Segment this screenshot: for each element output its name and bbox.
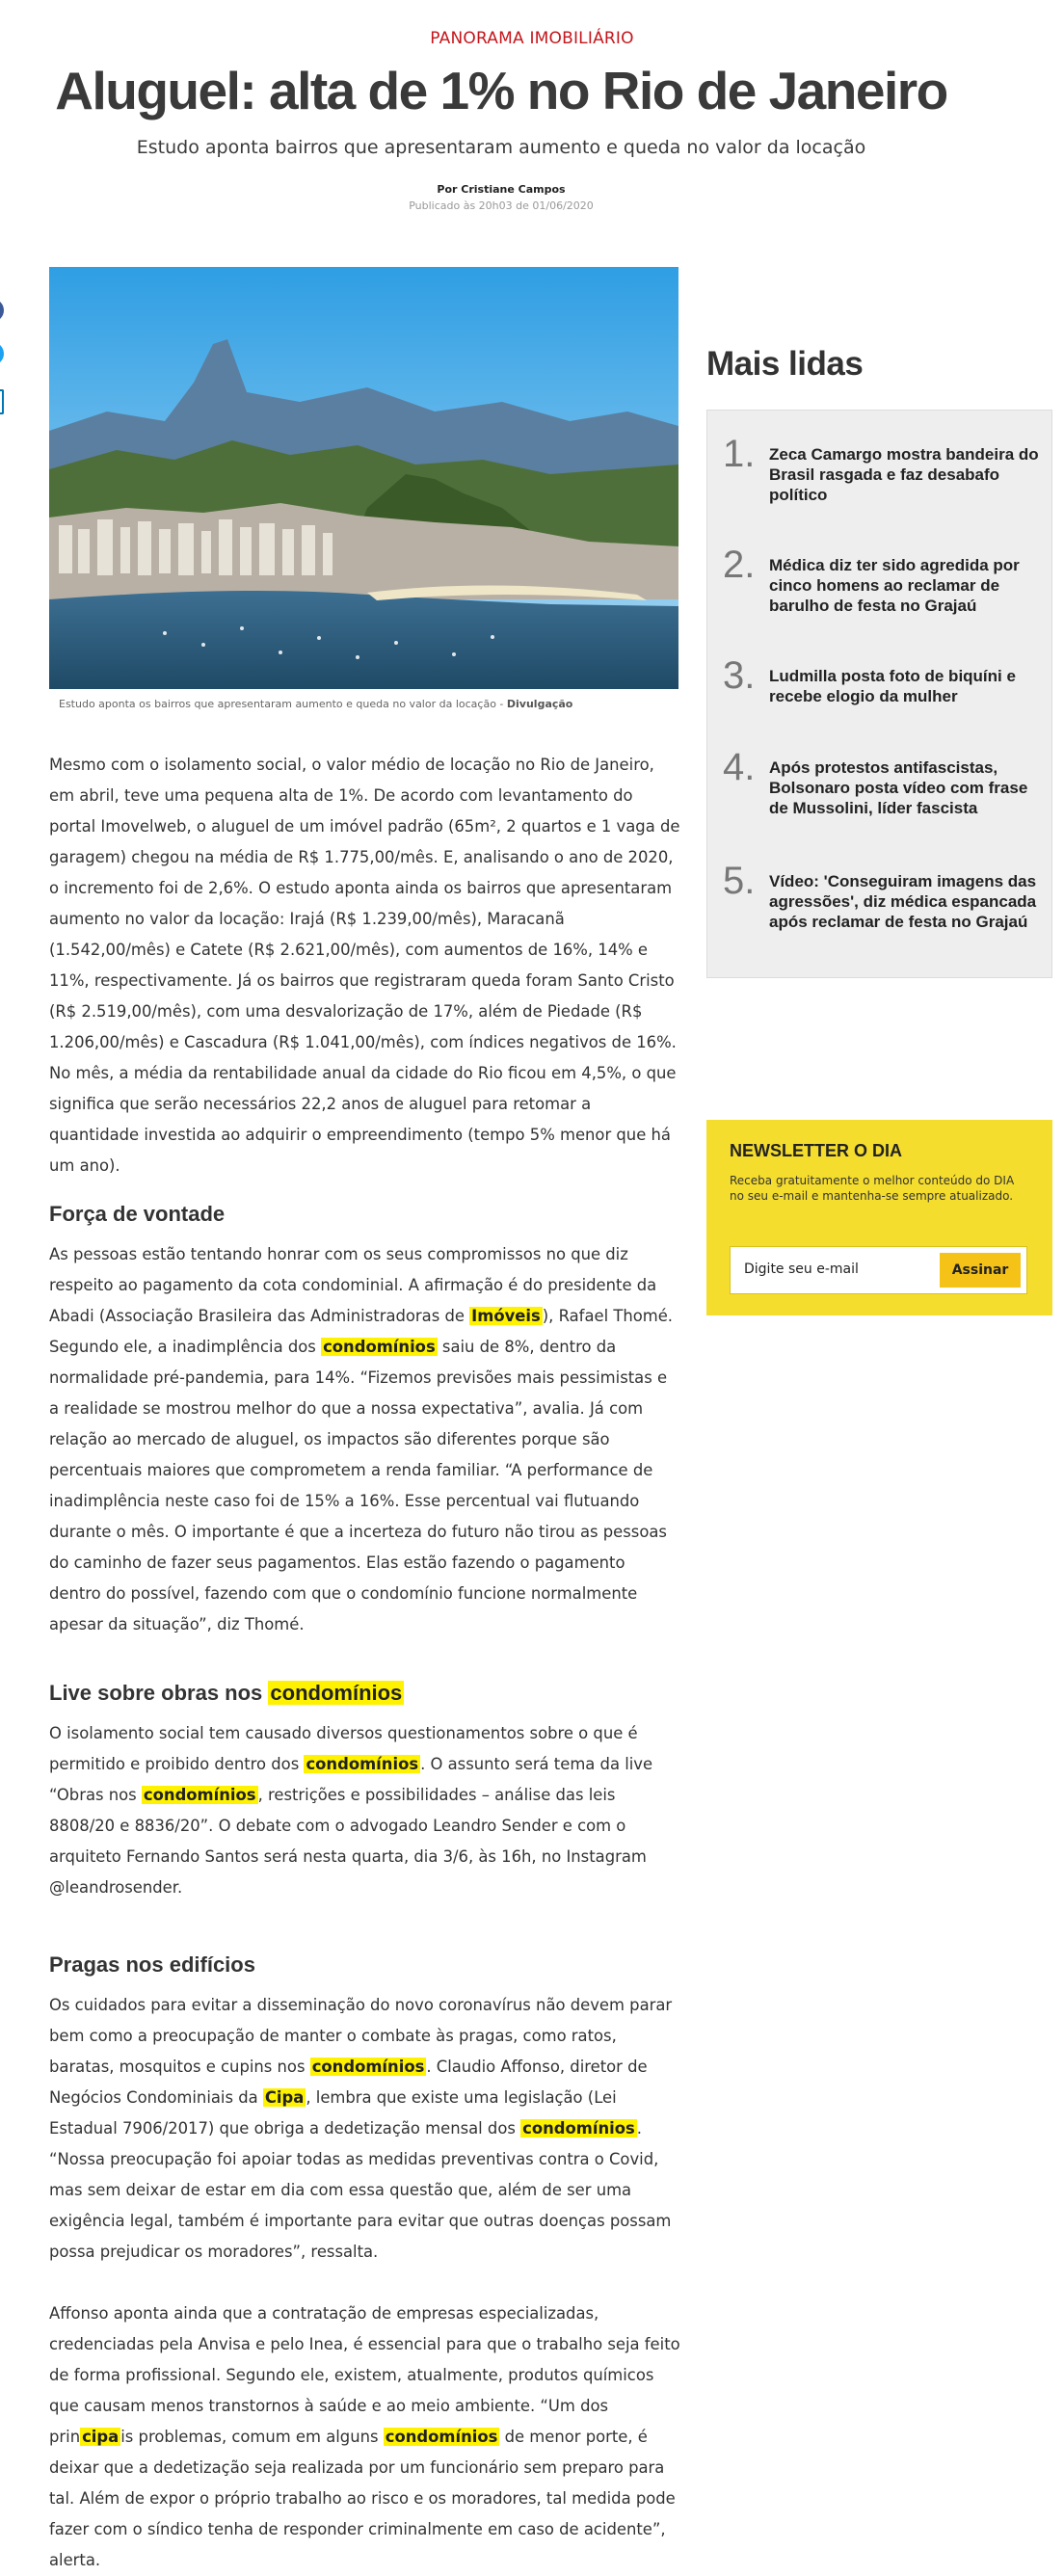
rank-number: 3. bbox=[723, 654, 756, 697]
highlight-link[interactable]: condomínios bbox=[385, 2428, 498, 2446]
highlight-link[interactable]: condomínios bbox=[270, 1681, 403, 1705]
subscribe-button[interactable]: Assinar bbox=[940, 1253, 1021, 1288]
highlight-link[interactable]: condomínios bbox=[143, 1786, 256, 1804]
subheading-pragas: Pragas nos edifícios bbox=[49, 1952, 255, 1977]
headline-link[interactable]: Ludmilla posta foto de biquíni e recebe elogio da mulher bbox=[769, 667, 1016, 705]
highlight-link[interactable]: condomínios bbox=[311, 2058, 425, 2076]
rank-number: 5. bbox=[723, 860, 756, 902]
linkedin-icon[interactable] bbox=[0, 389, 4, 414]
rank-number: 2. bbox=[723, 544, 756, 586]
paragraph-2: As pessoas estão tentando honrar com os seus compromissos no que diz respeito ao pagamento da cota condominial. A afirmação é do presidente da Abadi (Associação Brasileira das Administradoras de Imóveis ), Rafael Thomé. Segundo ele, a inadimplência dos condomínios saiu de 8%, dentro da normalidade pré-pandemia, para 14%. “Fizemos previsões mais pessimistas e a realidade se mostrou melhor do que a nossa expectativa”, avalia. Já com relação ao mercado de aluguel, os impactos são diferentes porque são percentuais maiores que comprometem a renda familiar. “A performance de inadimplência neste caso foi de 15% a 16%. Esse percentual vai flutuando durante o mês. O importante é que a incerteza do futuro não tirou as pessoas do caminho de fazer seus pagamentos. Elas estão fazendo o pagamento dentro do possível, fazendo com que o condomínio funcione normalmente apesar da situação”, diz Thomé. bbox=[49, 1245, 674, 1633]
rank-number: 1. bbox=[723, 433, 756, 475]
author-byline: Por Cristiane Campos bbox=[437, 183, 566, 196]
image-credit: Divulgação bbox=[506, 698, 573, 710]
headline-link[interactable]: Médica diz ter sido agredida por cinco homens ao reclamar de barulho de festa no Grajaú bbox=[769, 556, 1020, 615]
newsletter-description: Receba gratuitamente o melhor conteúdo do DIA no seu e-mail e mantenha-se sempre atualizado. bbox=[730, 1174, 1015, 1203]
subheading-live-obras: Live sobre obras nos condomínios bbox=[49, 1681, 403, 1705]
highlight-link[interactable]: Cipa bbox=[264, 2088, 305, 2107]
highlight-link[interactable]: condomínios bbox=[306, 1755, 419, 1773]
headline-link[interactable]: Após protestos antifascistas, Bolsonaro posta vídeo com frase de Mussolini, líder fascista bbox=[769, 758, 1028, 817]
headline-link[interactable]: Zeca Camargo mostra bandeira do Brasil rasgada e faz desabafo político bbox=[769, 445, 1039, 504]
section-kicker[interactable]: PANORAMA IMOBILIÁRIO bbox=[430, 29, 634, 48]
page-title: Aluguel: alta de 1% no Rio de Janeiro bbox=[55, 61, 947, 120]
page-subtitle: Estudo aponta bairros que apresentaram aumento e queda no valor da locação bbox=[136, 137, 866, 158]
hero-image bbox=[49, 267, 678, 689]
publish-date: Publicado às 20h03 de 01/06/2020 bbox=[409, 199, 594, 212]
headline-link[interactable]: Vídeo: 'Conseguiram imagens das agressões', diz médica espancada após reclamar de festa no Grajaú bbox=[769, 872, 1037, 931]
twitter-icon[interactable] bbox=[0, 342, 4, 365]
paragraph-4: Os cuidados para evitar a disseminação do novo coronavírus não devem parar bem como a preocupação de manter o combate às pragas, como ratos, baratas, mosquitos e cupins nos condomínios . Claudio Affonso, diretor de Negócios Condominiais da Cipa , lembra que existe uma legislação (Lei Estadual 7906/2017) que obriga a dedetização mensal dos condomínios . “Nossa preocupação foi apoiar todas as medidas preventivas contra o Covid, mas sem deixar de estar em dia com essa questão que, além de ser uma exigência legal, também é importante para evitar que outras doenças possam possa prejudicar os moradores”, ressalta. bbox=[49, 1996, 673, 2261]
mais-lidas-list bbox=[706, 410, 1052, 978]
subheading-forca-de-vontade: Força de vontade bbox=[49, 1202, 226, 1226]
newsletter-title: NEWSLETTER O DIA bbox=[730, 1141, 902, 1160]
rank-number: 4. bbox=[723, 746, 756, 788]
highlight-link[interactable]: condomínios bbox=[522, 2119, 635, 2138]
highlight-link[interactable]: condomínios bbox=[323, 1338, 436, 1356]
image-caption: Estudo aponta os bairros que apresentaram aumento e queda no valor da locação - Divulgação bbox=[59, 698, 573, 710]
highlight-link[interactable]: cipa bbox=[82, 2428, 120, 2446]
newsletter-form bbox=[730, 1246, 1027, 1294]
newsletter-box bbox=[706, 1120, 1052, 1315]
highlight-link[interactable]: Imóveis bbox=[471, 1307, 541, 1325]
mais-lidas-title: Mais lidas bbox=[706, 345, 864, 383]
paragraph-3: O isolamento social tem causado diversos questionamentos sobre o que é permitido e proibido dentro dos condomínios . O assunto será tema da live “Obras nos condomínios , restrições e possibilidades – análise das leis 8808/20 e 8836/20”. O debate com o advogado Leandro Sender e com o arquiteto Fernando Santos será nesta quarta, dia 3/6, às 16h, no Instagram @leandrosender. bbox=[49, 1724, 653, 1897]
rio-landscape-image bbox=[49, 267, 678, 689]
article-body bbox=[49, 750, 680, 1182]
facebook-icon[interactable] bbox=[0, 299, 4, 322]
paragraph-1: Mesmo com o isolamento social, o valor médio de locação no Rio de Janeiro, em abril, teve uma pequena alta de 1%. De acordo com levantamento do portal Imovelweb, o aluguel de um imóvel padrão (65m², 2 quartos e 1 vaga de garagem) chegou na média de R$ 1.775,00/mês. E, analisando o ano de 2020, o incremento foi de 2,6%. O estudo aponta ainda os bairros que apresentaram aumento no valor da locação: Irajá (R$ 1.239,00/mês), Maracanã (1.542,00/mês) e Catete (R$ 2.621,00/mês), com aumentos de 16%, 14% e 11%, respectivamente. Já os bairros que registraram queda foram Santo Cristo (R$ 2.519,00/mês), com uma desvalorização de 17%, além de Piedade (R$ 1.206,00/mês) e Cascadura (R$ 1.041,00/mês), com índices negativos de 16%. No mês, a média da rentabilidade anual da cidade do Rio ficou em 4,5%, o que significa que serão necessários 22,2 anos de aluguel para retomar a quantidade investida ao adquirir o empreendimento (tempo 5% menor que há um ano). bbox=[49, 756, 680, 1175]
email-input[interactable] bbox=[742, 1261, 919, 1278]
paragraph-5: Affonso aponta ainda que a contratação de empresas especializadas, credenciadas pela Anvisa e pelo Inea, é essencial para que o trabalho seja feito de forma profissional. Segundo ele, existem, atualmente, produtos químicos que causam menos transtornos à saúde e ao meio ambiente. “Um dos prin cipa is problemas, comum em alguns condomínios de menor porte, é deixar que a dedetização seja realizada por um funcionário sem preparo para tal. Além de expor o próprio trabalho ao risco e os moradores, tal medida pode fazer com o síndico tenha de responder criminalmente em caso de acidente”, alerta. bbox=[49, 2304, 680, 2569]
